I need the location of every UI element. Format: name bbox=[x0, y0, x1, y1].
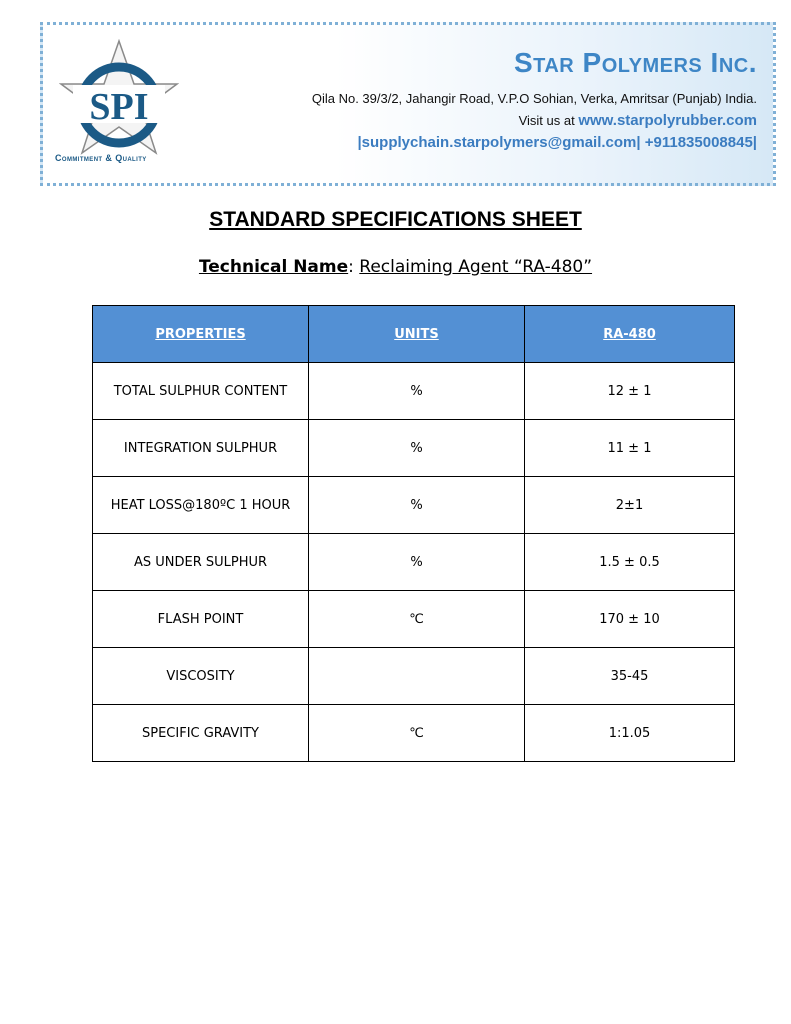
column-header-ra-480: RA-480 bbox=[525, 306, 735, 363]
technical-name-value: Reclaiming Agent “RA-480” bbox=[359, 257, 593, 277]
value-cell: 11 ± 1 bbox=[525, 420, 735, 477]
unit-cell: % bbox=[309, 420, 525, 477]
technical-name-separator: : bbox=[348, 257, 360, 277]
table-row bbox=[93, 420, 735, 477]
unit-cell: ℃ bbox=[309, 591, 525, 648]
value-cell: 1:1.05 bbox=[525, 705, 735, 762]
table-row bbox=[93, 477, 735, 534]
table-row bbox=[93, 705, 735, 762]
visit-prefix: Visit us at bbox=[518, 113, 575, 128]
website-link[interactable]: www.starpolyrubber.com bbox=[578, 112, 757, 129]
unit-cell: ℃ bbox=[309, 705, 525, 762]
table-row bbox=[93, 591, 735, 648]
property-cell: INTEGRATION SULPHUR bbox=[93, 420, 309, 477]
technical-name-label: Technical Name bbox=[198, 257, 349, 277]
column-header-properties: PROPERTIES bbox=[93, 306, 309, 363]
property-cell: FLASH POINT bbox=[93, 591, 309, 648]
value-cell: 170 ± 10 bbox=[525, 591, 735, 648]
unit-cell: % bbox=[309, 477, 525, 534]
company-name: Star Polymers Inc. bbox=[513, 47, 757, 78]
column-header-units: UNITS bbox=[309, 306, 525, 363]
property-cell: SPECIFIC GRAVITY bbox=[93, 705, 309, 762]
website-line bbox=[519, 112, 757, 129]
unit-cell bbox=[309, 648, 525, 705]
unit-cell: % bbox=[309, 534, 525, 591]
logo-caption: Commitment & Quality bbox=[55, 153, 147, 163]
property-cell: HEAT LOSS@180ºC 1 HOUR bbox=[93, 477, 309, 534]
table-row bbox=[93, 534, 735, 591]
property-cell: TOTAL SULPHUR CONTENT bbox=[93, 363, 309, 420]
letterhead bbox=[40, 22, 776, 186]
company-address: Qila No. 39/3/2, Jahangir Road, V.P.O Sohian, Verka, Amritsar (Punjab) India. bbox=[311, 91, 757, 106]
value-cell: 2±1 bbox=[525, 477, 735, 534]
technical-name bbox=[0, 257, 791, 277]
value-cell: 1.5 ± 0.5 bbox=[525, 534, 735, 591]
table-header-row bbox=[93, 306, 735, 363]
company-logo bbox=[59, 39, 179, 165]
svg-text:SPI: SPI bbox=[89, 86, 149, 128]
page-title: STANDARD SPECIFICATIONS SHEET bbox=[209, 208, 582, 231]
unit-cell: % bbox=[309, 363, 525, 420]
table-row bbox=[93, 363, 735, 420]
specifications-table bbox=[92, 305, 735, 762]
contact-line[interactable]: |supplychain.starpolymers@gmail.com| +911835008845| bbox=[357, 134, 757, 151]
table-row bbox=[93, 648, 735, 705]
value-cell: 12 ± 1 bbox=[525, 363, 735, 420]
star-logo-icon bbox=[59, 39, 179, 165]
property-cell: AS UNDER SULPHUR bbox=[93, 534, 309, 591]
property-cell: VISCOSITY bbox=[93, 648, 309, 705]
value-cell: 35-45 bbox=[525, 648, 735, 705]
